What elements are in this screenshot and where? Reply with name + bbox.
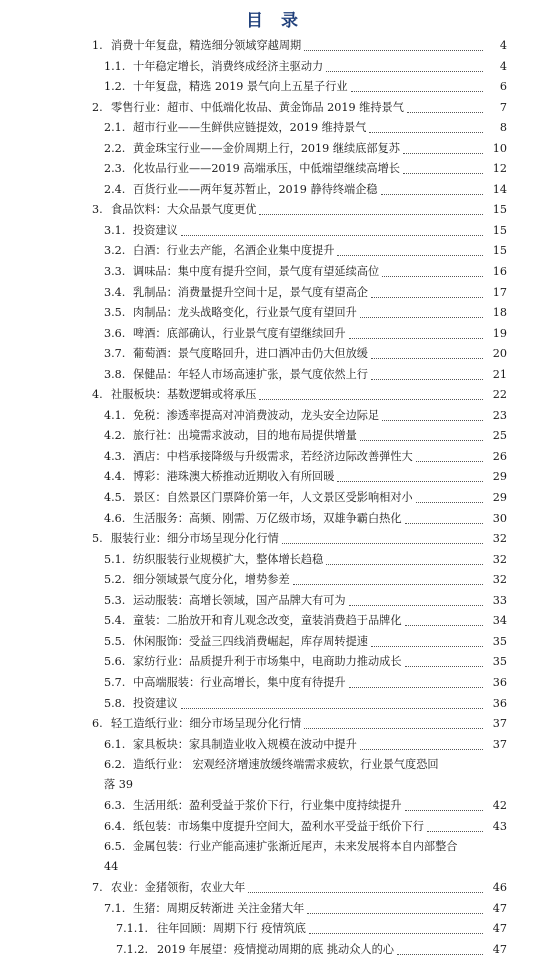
toc-entry-number: 7.1.2. bbox=[116, 942, 149, 956]
toc-entry-label: 景区：自然景区门票降价第一年，人文景区受影响相对小 bbox=[133, 491, 413, 505]
toc-entry-page: 16 bbox=[492, 265, 507, 279]
toc-entry-continuation: 落 39 bbox=[104, 778, 133, 792]
toc-entry-number: 3.2. bbox=[104, 244, 126, 258]
toc-entry-page: 4 bbox=[499, 59, 507, 73]
dot-leader bbox=[181, 235, 483, 236]
toc-entry-page: 6 bbox=[499, 80, 507, 94]
toc-entry-label: 生活服务：高频、刚需、万亿级市场，双雄争霸白热化 bbox=[133, 511, 402, 525]
toc-entry-number: 3. bbox=[92, 203, 103, 217]
dot-leader bbox=[293, 584, 483, 585]
dot-leader bbox=[307, 913, 483, 914]
toc-entry-label: 休闲服饰：受益三四线消费崛起，库存周转提速 bbox=[133, 634, 368, 648]
toc-entry-number: 6.2. bbox=[104, 758, 126, 772]
dot-leader bbox=[427, 831, 483, 832]
toc-entry[interactable] bbox=[0, 303, 550, 324]
dot-leader bbox=[382, 276, 483, 277]
toc-entry[interactable] bbox=[0, 467, 550, 488]
toc-entry-page: 30 bbox=[492, 511, 507, 525]
dot-leader bbox=[326, 564, 483, 565]
toc-entry-label: 服装行业：细分市场呈现分化行情 bbox=[111, 532, 279, 546]
toc-entry-number: 4.3. bbox=[104, 449, 126, 463]
toc-entry-page: 8 bbox=[499, 121, 507, 135]
toc-entry-number: 4. bbox=[92, 388, 103, 402]
toc-entry-label: 生猪：周期反转渐进 关注金猪大年 bbox=[133, 901, 305, 915]
toc-entry[interactable] bbox=[0, 77, 550, 98]
toc-entry-number: 4.1. bbox=[104, 408, 126, 422]
toc-entry-page: 15 bbox=[492, 244, 507, 258]
toc-entry[interactable] bbox=[0, 262, 550, 283]
toc-entry[interactable] bbox=[0, 796, 550, 817]
toc-entry-page: 42 bbox=[492, 799, 507, 813]
toc-entry-page: 34 bbox=[492, 614, 507, 628]
toc-entry-label: 投资建议 bbox=[133, 696, 178, 710]
toc-entry-page: 47 bbox=[492, 922, 507, 936]
toc-entry-label: 博彩：港珠澳大桥推动近期收入有所回暖 bbox=[133, 470, 335, 484]
toc-entry-page: 35 bbox=[492, 634, 507, 648]
toc-entry[interactable] bbox=[0, 509, 550, 530]
toc-entry[interactable] bbox=[0, 837, 550, 878]
toc-entry-number: 7.1.1. bbox=[116, 922, 149, 936]
dot-leader bbox=[382, 420, 483, 421]
dot-leader bbox=[326, 71, 483, 72]
toc-entry-number: 5.5. bbox=[104, 634, 126, 648]
toc-entry[interactable] bbox=[0, 241, 550, 262]
toc-entry-number: 4.5. bbox=[104, 491, 126, 505]
toc-entry-number: 5.8. bbox=[104, 696, 126, 710]
toc-entry-number: 3.4. bbox=[104, 285, 126, 299]
toc-entry-label: 纸包装：市场集中度提升空间大，盈利水平受益于纸价下行 bbox=[133, 819, 424, 833]
dot-leader bbox=[381, 194, 483, 195]
toc-entry[interactable] bbox=[0, 98, 550, 119]
dot-leader bbox=[360, 749, 483, 750]
toc-entry-page: 33 bbox=[492, 593, 507, 607]
toc-entry[interactable] bbox=[0, 118, 550, 139]
dot-leader bbox=[416, 461, 483, 462]
dot-leader bbox=[407, 112, 483, 113]
dot-leader bbox=[403, 173, 483, 174]
toc-entry-number: 5.6. bbox=[104, 655, 126, 669]
toc-entry-label: 社服板块：基数逻辑或将承压 bbox=[111, 388, 257, 402]
toc-entry-page: 20 bbox=[492, 347, 507, 361]
toc-entry-label: 调味品：集中度有提升空间，景气度有望延续高位 bbox=[133, 265, 380, 279]
dot-leader bbox=[371, 646, 483, 647]
toc-entry-number: 4.6. bbox=[104, 511, 126, 525]
toc-entry-label: 消费十年复盘，精选细分领域穿越周期 bbox=[111, 39, 302, 52]
toc-entry-page: 35 bbox=[492, 655, 507, 669]
toc-entry-number: 3.6. bbox=[104, 326, 126, 340]
toc-entry-label: 旅行社：出境需求波动，目的地布局提供增量 bbox=[133, 429, 357, 443]
toc-entry-page: 18 bbox=[492, 306, 507, 320]
toc-entry[interactable] bbox=[0, 735, 550, 756]
toc-entry-page: 29 bbox=[492, 470, 507, 484]
dot-leader bbox=[304, 50, 483, 51]
dot-leader bbox=[371, 379, 483, 380]
dot-leader bbox=[405, 810, 483, 811]
dot-leader bbox=[403, 153, 483, 154]
toc-entry[interactable] bbox=[0, 447, 550, 468]
toc-entry[interactable] bbox=[0, 899, 550, 920]
toc-entry-label: 纺织服装行业规模扩大，整体增长趋稳 bbox=[133, 552, 324, 566]
toc-entry-number: 5.4. bbox=[104, 614, 126, 628]
toc-entry[interactable] bbox=[0, 36, 550, 57]
toc-entry[interactable] bbox=[0, 139, 550, 160]
toc-entry-label: 葡萄酒：景气度略回升，进口酒冲击仍大但放缓 bbox=[133, 347, 368, 361]
toc-entry[interactable] bbox=[0, 324, 550, 345]
toc-entry[interactable] bbox=[0, 283, 550, 304]
toc-entry-page: 37 bbox=[492, 717, 507, 731]
dot-leader bbox=[282, 543, 483, 544]
dot-leader bbox=[304, 728, 483, 729]
toc-entry[interactable] bbox=[0, 200, 550, 221]
dot-leader bbox=[416, 502, 483, 503]
dot-leader bbox=[369, 132, 483, 133]
dot-leader bbox=[351, 91, 483, 92]
toc-entry-number: 2.4. bbox=[104, 182, 126, 196]
toc-entry[interactable] bbox=[0, 344, 550, 365]
toc-entry-number: 6.3. bbox=[104, 799, 126, 813]
toc-entry-label: 超市行业——生鲜供应链提效，2019 维持景气 bbox=[133, 121, 367, 135]
toc-entry-label: 零售行业：超市、中低端化妆品、黄金饰品 2019 维持景气 bbox=[111, 100, 404, 114]
toc-entry-number: 6.5. bbox=[104, 840, 126, 854]
toc-entry[interactable] bbox=[0, 159, 550, 180]
toc-entry-page: 10 bbox=[492, 141, 507, 155]
toc-entry-number: 3.3. bbox=[104, 265, 126, 279]
dot-leader bbox=[259, 214, 483, 215]
toc-entry-number: 5. bbox=[92, 532, 103, 546]
toc-entry-label: 运动服装：高增长领域，国产品牌大有可为 bbox=[133, 593, 346, 607]
toc-entry-label: 轻工造纸行业：细分市场呈现分化行情 bbox=[111, 717, 302, 731]
toc-entry-page: 17 bbox=[492, 285, 507, 299]
toc-entry[interactable] bbox=[0, 365, 550, 386]
toc-entry[interactable] bbox=[0, 57, 550, 78]
toc-entry-number: 2.1. bbox=[104, 121, 126, 135]
toc-entry-label: 2019 年展望：疫情搅动周期的底 挑动众人的心 bbox=[157, 942, 394, 956]
toc-entry[interactable] bbox=[0, 714, 550, 735]
toc-entry-number: 3.7. bbox=[104, 347, 126, 361]
toc-entry[interactable] bbox=[0, 488, 550, 509]
dot-leader bbox=[181, 708, 483, 709]
toc-entry[interactable] bbox=[0, 529, 550, 550]
toc-entry[interactable] bbox=[0, 570, 550, 591]
toc-entry-page: 19 bbox=[492, 326, 507, 340]
toc-entry-label: 黄金珠宝行业——金价周期上行，2019 继续底部复苏 bbox=[133, 141, 400, 155]
toc-entry-continuation: 44 bbox=[104, 860, 119, 874]
toc-entry-page: 37 bbox=[492, 737, 507, 751]
dot-leader bbox=[397, 954, 483, 955]
toc-entry-number: 5.1. bbox=[104, 552, 126, 566]
toc-entry-page: 36 bbox=[492, 696, 507, 710]
toc-entry[interactable] bbox=[0, 878, 550, 899]
dot-leader bbox=[371, 358, 483, 359]
toc-entry-label: 肉制品：龙头战略变化，行业景气度有望回升 bbox=[133, 306, 357, 320]
toc-entry[interactable] bbox=[0, 817, 550, 838]
toc-entry-number: 5.2. bbox=[104, 573, 126, 587]
dot-leader bbox=[248, 892, 483, 893]
toc-entry[interactable] bbox=[0, 673, 550, 694]
toc-entry-label: 乳制品：消费量提升空间十足，景气度有望高企 bbox=[133, 285, 368, 299]
dot-leader bbox=[405, 625, 483, 626]
toc-entry-number: 2.3. bbox=[104, 162, 126, 176]
toc-entry-page: 26 bbox=[492, 449, 507, 463]
toc-entry-page: 4 bbox=[499, 39, 507, 52]
dot-leader bbox=[337, 255, 483, 256]
toc-entry-number: 3.1. bbox=[104, 223, 126, 237]
toc-entry-page: 47 bbox=[492, 901, 507, 915]
toc-title: 目 录 bbox=[246, 11, 304, 31]
toc-entry[interactable] bbox=[0, 919, 550, 940]
toc-entry-page: 21 bbox=[492, 367, 507, 381]
toc-entry-label: 免税：渗透率提高对冲消费波动，龙头安全边际足 bbox=[133, 408, 380, 422]
toc-entry-label: 保健品：年轻人市场高速扩张，景气度依然上行 bbox=[133, 367, 368, 381]
toc-entry-label: 啤酒：底部确认，行业景气度有望继续回升 bbox=[133, 326, 346, 340]
toc-entry-page: 29 bbox=[492, 491, 507, 505]
toc-entry-page: 15 bbox=[492, 223, 507, 237]
dot-leader bbox=[309, 933, 483, 934]
toc-entry-number: 1. bbox=[92, 39, 103, 52]
toc-entry[interactable] bbox=[0, 755, 550, 796]
toc-entry[interactable] bbox=[0, 406, 550, 427]
toc-entry[interactable] bbox=[0, 550, 550, 571]
dot-leader bbox=[349, 605, 483, 606]
toc-entry-page: 7 bbox=[499, 100, 507, 114]
toc-entry[interactable] bbox=[0, 694, 550, 715]
toc-entry[interactable] bbox=[0, 591, 550, 612]
dot-leader bbox=[349, 338, 483, 339]
toc-entry-label: 细分领域景气度分化，增势参差 bbox=[133, 573, 290, 587]
toc-entry-label: 化妆品行业——2019 高端承压，中低端望继续高增长 bbox=[133, 162, 400, 176]
toc-entry-page: 12 bbox=[492, 162, 507, 176]
toc-entry-number: 4.2. bbox=[104, 429, 126, 443]
toc-entry-number: 7.1. bbox=[104, 901, 126, 915]
dot-leader bbox=[360, 317, 483, 318]
toc-entry-number: 6. bbox=[92, 717, 103, 731]
toc-entry-page: 36 bbox=[492, 675, 507, 689]
toc-entry-number: 3.5. bbox=[104, 306, 126, 320]
toc-entry-label: 生活用纸：盈利受益于浆价下行，行业集中度持续提升 bbox=[133, 799, 402, 813]
toc-entry-page: 47 bbox=[492, 942, 507, 956]
toc-entry-number: 5.7. bbox=[104, 675, 126, 689]
toc-entry-label: 十年稳定增长，消费终成经济主驱动力 bbox=[133, 59, 324, 73]
dot-leader bbox=[349, 687, 483, 688]
toc-entry-label: 农业：金猪领衔，农业大年 bbox=[111, 881, 246, 895]
toc-entry-number: 3.8. bbox=[104, 367, 126, 381]
toc-entry-number: 6.1. bbox=[104, 737, 126, 751]
toc-entry-label: 中高端服装：行业高增长，集中度有待提升 bbox=[133, 675, 346, 689]
toc-entry[interactable] bbox=[0, 426, 550, 447]
toc-entry-number: 2.2. bbox=[104, 141, 126, 155]
toc-entry[interactable] bbox=[0, 180, 550, 201]
toc-entry[interactable] bbox=[0, 940, 550, 960]
toc-entry-page: 43 bbox=[492, 819, 507, 833]
toc-entry-label: 白酒：行业去产能，名酒企业集中度提升 bbox=[133, 244, 335, 258]
toc-entry-number: 4.4. bbox=[104, 470, 126, 484]
dot-leader bbox=[360, 440, 483, 441]
toc-entry-page: 25 bbox=[492, 429, 507, 443]
dot-leader bbox=[371, 297, 483, 298]
toc-entry[interactable] bbox=[0, 611, 550, 632]
toc-entry-label: 酒店：中档承接降级与升级需求，若经济边际改善弹性大 bbox=[133, 449, 413, 463]
toc-entry-number: 1.2. bbox=[104, 80, 126, 94]
toc-entry-number: 6.4. bbox=[104, 819, 126, 833]
toc-entry-page: 23 bbox=[492, 408, 507, 422]
toc-entry-page: 32 bbox=[492, 573, 507, 587]
toc-entry-label: 投资建议 bbox=[133, 223, 178, 237]
toc-entry-label: 十年复盘，精选 2019 景气向上五星子行业 bbox=[133, 80, 348, 94]
toc-entry[interactable] bbox=[0, 632, 550, 653]
toc-entry-number: 7. bbox=[92, 881, 103, 895]
toc-entry-label: 造纸行业： 宏观经济增速放缓终端需求疲软，行业景气度恐回 bbox=[133, 758, 439, 772]
toc-entry-label: 食品饮料：大众品景气度更优 bbox=[111, 203, 257, 217]
toc-entry-label: 家具板块：家具制造业收入规模在波动中提升 bbox=[133, 737, 357, 751]
toc-entry-number: 2. bbox=[92, 100, 103, 114]
table-of-contents bbox=[0, 36, 550, 960]
toc-entry-label: 金属包装：行业产能高速扩张渐近尾声，未来发展将本自内部整合 bbox=[133, 840, 458, 854]
toc-entry-page: 14 bbox=[492, 182, 507, 196]
dot-leader bbox=[405, 523, 483, 524]
dot-leader bbox=[259, 399, 483, 400]
toc-entry-label: 童装：二胎放开和育儿观念改变，童装消费趋于品牌化 bbox=[133, 614, 402, 628]
toc-entry[interactable] bbox=[0, 221, 550, 242]
dot-leader bbox=[405, 666, 483, 667]
toc-entry[interactable] bbox=[0, 385, 550, 406]
toc-entry-page: 22 bbox=[492, 388, 507, 402]
toc-entry[interactable] bbox=[0, 652, 550, 673]
toc-entry-label: 家纺行业：品质提升利于市场集中，电商助力推动成长 bbox=[133, 655, 402, 669]
toc-entry-page: 46 bbox=[492, 881, 507, 895]
toc-entry-page: 32 bbox=[492, 532, 507, 546]
toc-entry-page: 32 bbox=[492, 552, 507, 566]
toc-entry-number: 1.1. bbox=[104, 59, 126, 73]
toc-entry-page: 15 bbox=[492, 203, 507, 217]
toc-entry-number: 5.3. bbox=[104, 593, 126, 607]
toc-entry-label: 往年回顾：周期下行 疫情筑底 bbox=[157, 922, 306, 936]
dot-leader bbox=[337, 481, 483, 482]
toc-entry-label: 百货行业——两年复苏暂止，2019 静待终端企稳 bbox=[133, 182, 378, 196]
